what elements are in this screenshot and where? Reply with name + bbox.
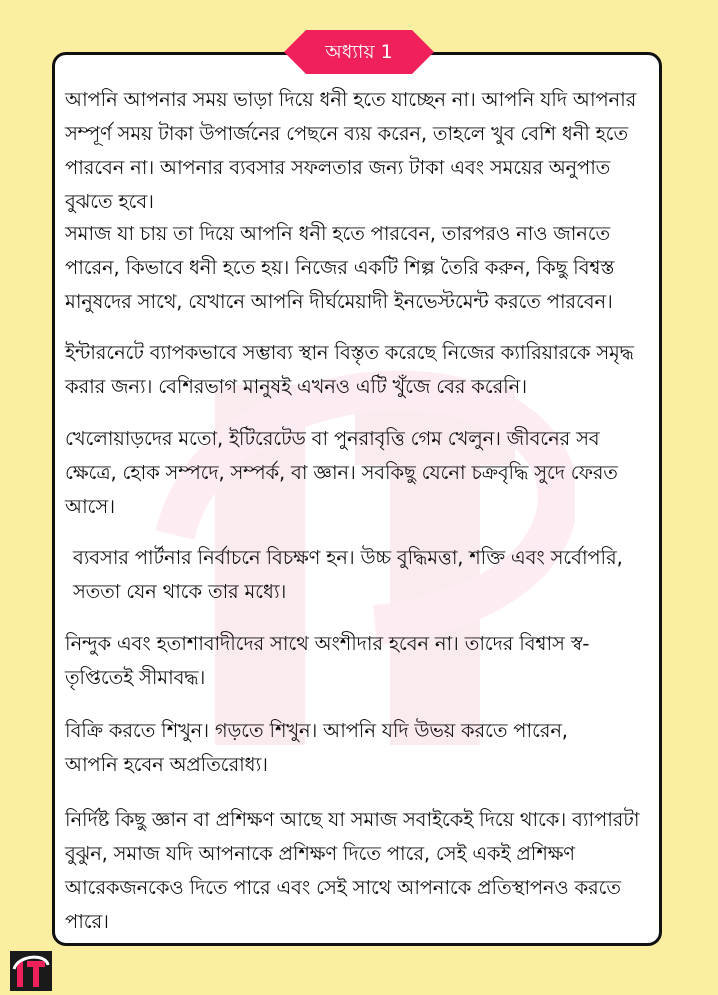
paragraph-4: খেলোয়াড়দের মতো, ইটিরেটেড বা পুনরাবৃত্তি গেম খেলুন। জীবনের সব ক্ষেত্রে, হোক সম্পদে, সম্পর্ক, বা জ্ঞান। সবকিছু যেনো চক্রবৃদ্ধি সুদে ফেরত আসে। bbox=[65, 427, 618, 518]
paragraph-8: নির্দিষ্ট কিছু জ্ঞান বা প্রশিক্ষণ আছে যা সমাজ সবাইকেই দিয়ে থাকে। ব্যাপারটা বুঝুন, সমাজ যদি আপনাকে প্রশিক্ষণ দিতে পারে, সেই একই প্রশিক্ষণ আরেকজনকেও দিতে পারে এবং সেই সাথে আপনাকে প্রতিস্থাপনও করতে পারে। bbox=[65, 808, 640, 933]
content-card bbox=[52, 52, 662, 946]
paragraph-6: নিন্দুক এবং হতাশাবাদীদের সাথে অংশীদার হবেন না। তাদের বিশ্বাস স্ব-তৃপ্তিতেই সীমাবদ্ধ। bbox=[65, 632, 590, 689]
chapter-badge bbox=[284, 30, 434, 74]
chapter-label: অধ্যায় 1 bbox=[325, 41, 393, 63]
paragraph-3: ইন্টারনেটে ব্যাপকভাবে সম্ভাব্য স্থান বিস্তৃত করেছে নিজের ক্যারিয়ারকে সমৃদ্ধ করার জন্য। বেশিরভাগ মানুষই এখনও এটি খুঁজে বের করেনি। bbox=[65, 341, 634, 398]
paragraph-7: বিক্রি করতে শিখুন। গড়তে শিখুন। আপনি যদি উভয় করতে পারেন, আপনি হবেন অপ্রতিরোধ্য। bbox=[65, 719, 568, 776]
paragraph-5: ব্যবসার পার্টনার নির্বাচনে বিচক্ষণ হন। উচ্চ বুদ্ধিমত্তা, শক্তি এবং সর্বোপরি, সততা যেন থাকে তার মধ্যে। bbox=[73, 546, 623, 603]
paragraph-1: আপনি আপনার সময় ভাড়া দিয়ে ধনী হতে যাচ্ছেন না। আপনি যদি আপনার সম্পূর্ণ সময় টাকা উপার্জনের পেছনে ব্যয় করেন, তাহলে খুব বেশি ধনী হতে পারবেন না। আপনার ব্যবসার সফলতার জন্য টাকা এবং সময়ের অনুপাত বুঝতে হবে। bbox=[65, 88, 637, 213]
brand-logo bbox=[10, 951, 52, 991]
brand-logo-icon bbox=[10, 951, 52, 991]
paragraph-2: সমাজ যা চায় তা দিয়ে আপনি ধনী হতে পারবেন, তারপরও নাও জানতে পারেন, কিভাবে ধনী হতে হয়। নিজের একটি শিল্প তৈরি করুন, কিছু বিশ্বস্ত মানুষদের সাথে, যেখানে আপনি দীর্ঘমেয়াদী ইনভেস্টমেন্ট করতে পারবেন। bbox=[65, 222, 615, 313]
